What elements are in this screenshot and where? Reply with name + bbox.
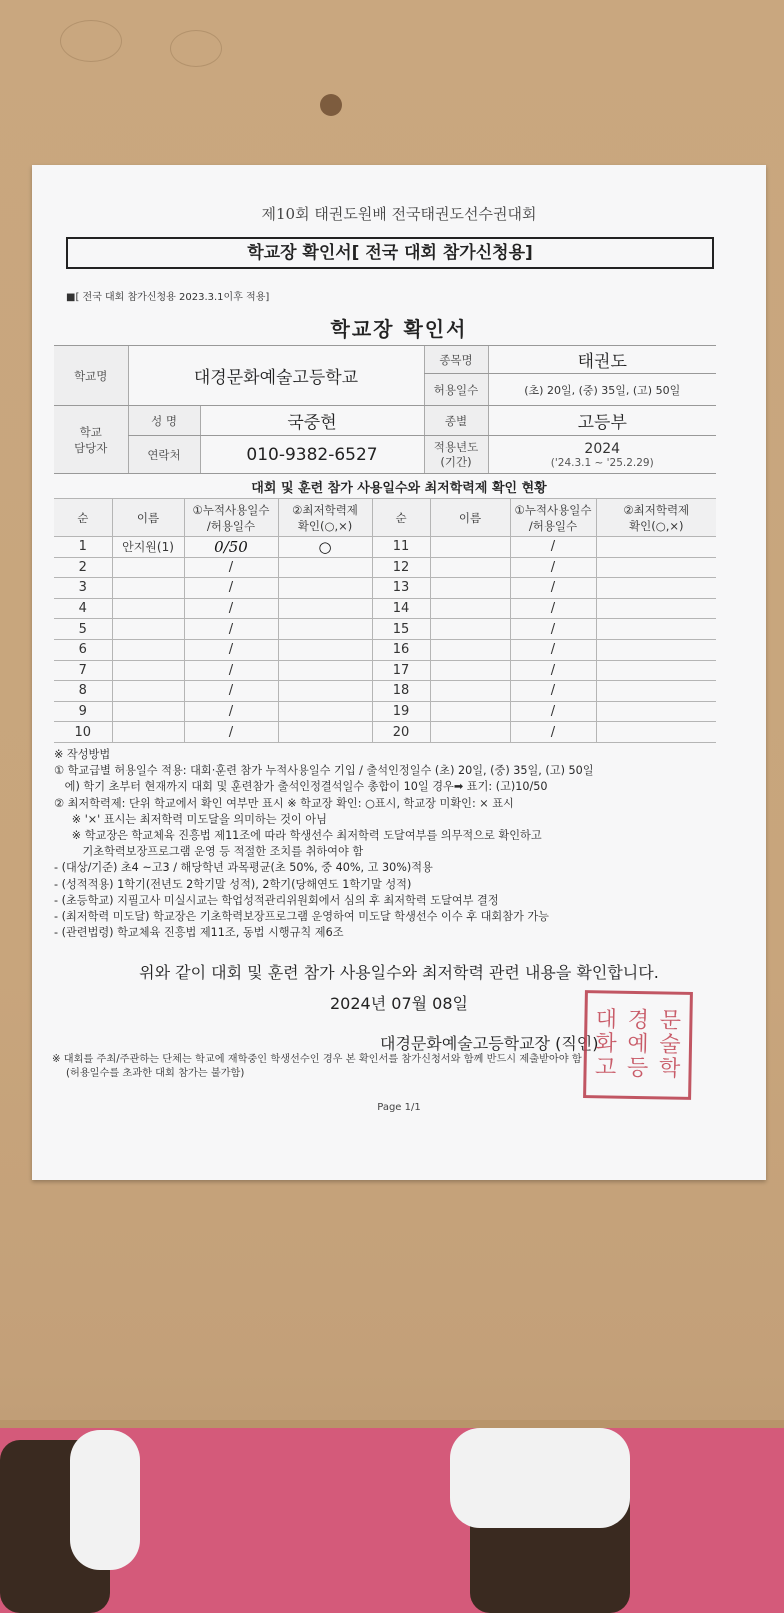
seal-glyph: 화 xyxy=(595,1031,617,1057)
instruction-line: ※ 작성방법 xyxy=(54,748,111,761)
cell-no[interactable]: 3 xyxy=(54,578,112,599)
allowed-value: (초) 20일, (중) 35일, (고) 50일 xyxy=(488,374,716,406)
cell-check[interactable] xyxy=(278,557,372,578)
header-days: ①누적사용일수 /허용일수 xyxy=(184,499,278,537)
version-note: ■[ 전국 대회 참가신청용 2023.3.1이후 적용] xyxy=(66,292,270,303)
cell-name[interactable] xyxy=(430,639,510,660)
info-table xyxy=(54,345,716,474)
cell-days[interactable]: / xyxy=(510,681,596,702)
header-check: ②최저학력제 확인(○,×) xyxy=(596,499,716,537)
cell-no[interactable]: 4 xyxy=(54,598,112,619)
cell-no[interactable]: 18 xyxy=(372,681,430,702)
cell-days[interactable]: / xyxy=(510,639,596,660)
cell-name[interactable] xyxy=(112,681,184,702)
cell-check[interactable] xyxy=(278,598,372,619)
cell-check[interactable] xyxy=(596,578,716,599)
cell-check[interactable] xyxy=(278,660,372,681)
cell-name[interactable]: 안지원(1) xyxy=(112,537,184,558)
table-row xyxy=(54,557,716,578)
instruction-line: - (최저학력 미도달) 학교장은 기초학력보장프로그램 운영하여 미도달 학생선수 이수 후 대회참가 가능 xyxy=(54,910,549,924)
table-row xyxy=(54,681,716,702)
instruction-line: - (대상/기준) 초4 ~고3 / 해당학년 과목평균(초 50%, 중 40%, 고 30%)적용 xyxy=(54,861,433,875)
cell-check[interactable] xyxy=(278,681,372,702)
cell-no[interactable]: 20 xyxy=(372,722,430,743)
cell-no[interactable]: 5 xyxy=(54,619,112,640)
seal-glyph: 고 xyxy=(594,1055,617,1081)
school-label: 학교명 xyxy=(54,346,128,406)
seal-glyph: 학 xyxy=(658,1056,681,1082)
section-title: 대회 및 훈련 참가 사용일수와 최저학력제 확인 현황 xyxy=(251,481,547,496)
cell-no[interactable]: 6 xyxy=(54,639,112,660)
header-days: ①누적사용일수 /허용일수 xyxy=(510,499,596,537)
footnote xyxy=(52,1053,582,1081)
instruction-line: - (초등학교) 지필고사 미실시교는 학업성적관리위원회에서 심의 후 최저학력 도달여부 결정 xyxy=(54,893,499,907)
issue-date: 2024년 07월 08일 xyxy=(330,994,468,1013)
cell-days[interactable]: 0/50 xyxy=(184,537,278,558)
main-title: 학교장 확인서 xyxy=(330,317,468,341)
usage-table xyxy=(54,498,716,743)
year-cell xyxy=(488,436,716,474)
seal-glyph: 대 xyxy=(595,1007,618,1033)
cell-check[interactable] xyxy=(596,557,716,578)
cell-check[interactable] xyxy=(596,598,716,619)
cell-check[interactable] xyxy=(278,619,372,640)
header-name: 이름 xyxy=(112,499,184,537)
cell-no[interactable]: 1 xyxy=(54,537,112,558)
sport-value: 태권도 xyxy=(488,346,716,374)
cell-name[interactable] xyxy=(430,619,510,640)
cell-check[interactable] xyxy=(596,660,716,681)
cell-days[interactable]: / xyxy=(510,619,596,640)
desk-stain xyxy=(320,94,342,116)
cell-days[interactable]: / xyxy=(510,598,596,619)
table-row xyxy=(54,639,716,660)
cell-check[interactable] xyxy=(278,578,372,599)
cell-no[interactable]: 15 xyxy=(372,619,430,640)
cell-check[interactable] xyxy=(278,722,372,743)
confirm-statement: 위와 같이 대회 및 훈련 참가 사용일수와 최저학력 관련 내용을 확인합니다. xyxy=(139,963,659,982)
table-row xyxy=(54,722,716,743)
cell-days[interactable]: / xyxy=(510,660,596,681)
desk-scribble xyxy=(60,20,122,62)
cell-check[interactable] xyxy=(596,537,716,558)
cell-no[interactable]: 2 xyxy=(54,557,112,578)
cell-check[interactable] xyxy=(596,701,716,722)
cell-days[interactable]: / xyxy=(510,537,596,558)
cell-no[interactable]: 19 xyxy=(372,701,430,722)
page-number: Page 1/1 xyxy=(377,1102,421,1113)
cell-days[interactable]: / xyxy=(510,557,596,578)
cell-name[interactable] xyxy=(112,722,184,743)
cell-check[interactable]: ○ xyxy=(278,537,372,558)
category-value: 고등부 xyxy=(488,406,716,436)
cell-days[interactable]: / xyxy=(510,578,596,599)
cell-name[interactable] xyxy=(430,681,510,702)
instruction-line: ② 최저학력제: 단위 학교에서 확인 여부만 표시 ※ 학교장 확인: ○표시, 학교장 미확인: × 표시 xyxy=(54,796,514,810)
cell-days[interactable]: / xyxy=(510,701,596,722)
header-no: 순 xyxy=(54,499,112,537)
name-value: 국중현 xyxy=(200,406,424,436)
table-row xyxy=(54,537,716,558)
instruction-line: - (성적적용) 1학기(전년도 2학기말 성적), 2학기(당해연도 1학기말 성적) xyxy=(54,877,412,891)
cell-days[interactable]: / xyxy=(184,639,278,660)
cell-check[interactable] xyxy=(596,681,716,702)
official-seal-stamp xyxy=(583,990,693,1100)
cell-no[interactable]: 7 xyxy=(54,660,112,681)
cell-name[interactable] xyxy=(430,578,510,599)
sneaker xyxy=(70,1430,140,1570)
table-row xyxy=(54,701,716,722)
cell-no[interactable]: 10 xyxy=(54,722,112,743)
cell-no[interactable]: 13 xyxy=(372,578,430,599)
category-label: 종별 xyxy=(424,406,488,436)
cell-name[interactable] xyxy=(430,598,510,619)
cell-days[interactable]: / xyxy=(184,578,278,599)
table-row xyxy=(54,660,716,681)
cell-check[interactable] xyxy=(278,639,372,660)
cell-no[interactable]: 14 xyxy=(372,598,430,619)
cell-no[interactable]: 9 xyxy=(54,701,112,722)
instruction-line: ※ '×' 표시는 최저학력 미도달을 의미하는 것이 아님 xyxy=(54,812,327,826)
header-name: 이름 xyxy=(430,499,510,537)
instruction-line: 에) 학기 초부터 현재까지 대회 및 훈련참가 출석인정결석일수 총합이 10일 경우➡ 표기: (고)10/50 xyxy=(54,780,548,794)
cell-check[interactable] xyxy=(596,639,716,660)
cell-name[interactable] xyxy=(112,598,184,619)
cell-name[interactable] xyxy=(430,660,510,681)
cell-days[interactable]: / xyxy=(184,619,278,640)
manager-label: 학교 담당자 xyxy=(54,406,128,474)
cell-no[interactable]: 8 xyxy=(54,681,112,702)
header-check: ②최저학력제 확인(○,×) xyxy=(278,499,372,537)
boxed-title: 학교장 확인서[ 전국 대회 참가신청용] xyxy=(66,237,714,269)
name-label: 성 명 xyxy=(128,406,200,436)
instruction-line: ※ 학교장은 학교체육 진흥법 제11조에 따라 학생선수 최저학력 도달여부를 의무적으로 확인하고 xyxy=(54,829,542,843)
cell-name[interactable] xyxy=(112,701,184,722)
year-label: 적용년도 (기간) xyxy=(424,436,488,474)
table-row xyxy=(54,619,716,640)
footnote-line: (허용일수를 초과한 대회 참가는 불가함) xyxy=(66,1068,245,1079)
cell-days[interactable]: / xyxy=(510,722,596,743)
year-period: ('24.3.1 ~ '25.2.29) xyxy=(550,456,654,469)
cell-no[interactable]: 11 xyxy=(372,537,430,558)
seal-glyph: 등 xyxy=(626,1055,649,1082)
seal-glyph: 문 xyxy=(659,1008,682,1034)
year-value: 2024 xyxy=(584,440,621,457)
school-value: 대경문화예술고등학교 xyxy=(128,346,424,406)
cell-name[interactable] xyxy=(112,557,184,578)
cell-name[interactable] xyxy=(430,557,510,578)
cell-name[interactable] xyxy=(430,537,510,558)
seal-glyph: 예 xyxy=(627,1031,649,1058)
cell-check[interactable] xyxy=(596,619,716,640)
cell-days[interactable]: / xyxy=(184,701,278,722)
event-title: 제10회 태권도원배 전국태권도선수권대회 xyxy=(261,205,537,223)
cell-no[interactable]: 12 xyxy=(372,557,430,578)
instruction-line: ① 학교급별 허용일수 적용: 대회·훈련 참가 누적사용일수 기입 / 출석인정일수 (초) 20일, (중) 35일, (고) 50일 xyxy=(54,764,594,778)
cell-days[interactable]: / xyxy=(184,660,278,681)
sneaker xyxy=(450,1428,630,1528)
seal-glyph: 술 xyxy=(659,1032,681,1058)
footnote-line: ※ 대회를 주최/주관하는 단체는 학교에 재학중인 학생선수인 경우 본 확인서를 참가신청서와 함께 반드시 제출받아야 함 xyxy=(52,1054,582,1065)
cell-days[interactable]: / xyxy=(184,681,278,702)
cell-days[interactable]: / xyxy=(184,722,278,743)
seal-glyph: 경 xyxy=(627,1007,650,1034)
cell-days[interactable]: / xyxy=(184,557,278,578)
document-paper xyxy=(32,165,766,1180)
instruction-line: 기초학력보장프로그램 운영 등 적절한 조치를 취하여야 함 xyxy=(54,845,364,859)
cell-check[interactable] xyxy=(596,722,716,743)
cell-no[interactable]: 16 xyxy=(372,639,430,660)
cell-name[interactable] xyxy=(430,701,510,722)
cell-name[interactable] xyxy=(112,660,184,681)
cell-no[interactable]: 17 xyxy=(372,660,430,681)
cell-name[interactable] xyxy=(112,619,184,640)
instructions xyxy=(54,747,744,941)
instruction-line: - (관련법령) 학교체육 진흥법 제11조, 동법 시행규칙 제6조 xyxy=(54,926,344,940)
principal-signature-line: 대경문화예술고등학교장 (직인) xyxy=(380,1034,599,1053)
table-row xyxy=(54,578,716,599)
sport-label: 종목명 xyxy=(424,346,488,374)
cell-name[interactable] xyxy=(112,578,184,599)
desk-scribble xyxy=(170,30,222,67)
cell-name[interactable] xyxy=(430,722,510,743)
cell-name[interactable] xyxy=(112,639,184,660)
contact-label: 연락처 xyxy=(128,436,200,474)
table-row xyxy=(54,598,716,619)
header-no: 순 xyxy=(372,499,430,537)
cell-check[interactable] xyxy=(278,701,372,722)
allowed-label: 허용일수 xyxy=(424,374,488,406)
contact-value: 010-9382-6527 xyxy=(200,436,424,474)
cell-days[interactable]: / xyxy=(184,598,278,619)
